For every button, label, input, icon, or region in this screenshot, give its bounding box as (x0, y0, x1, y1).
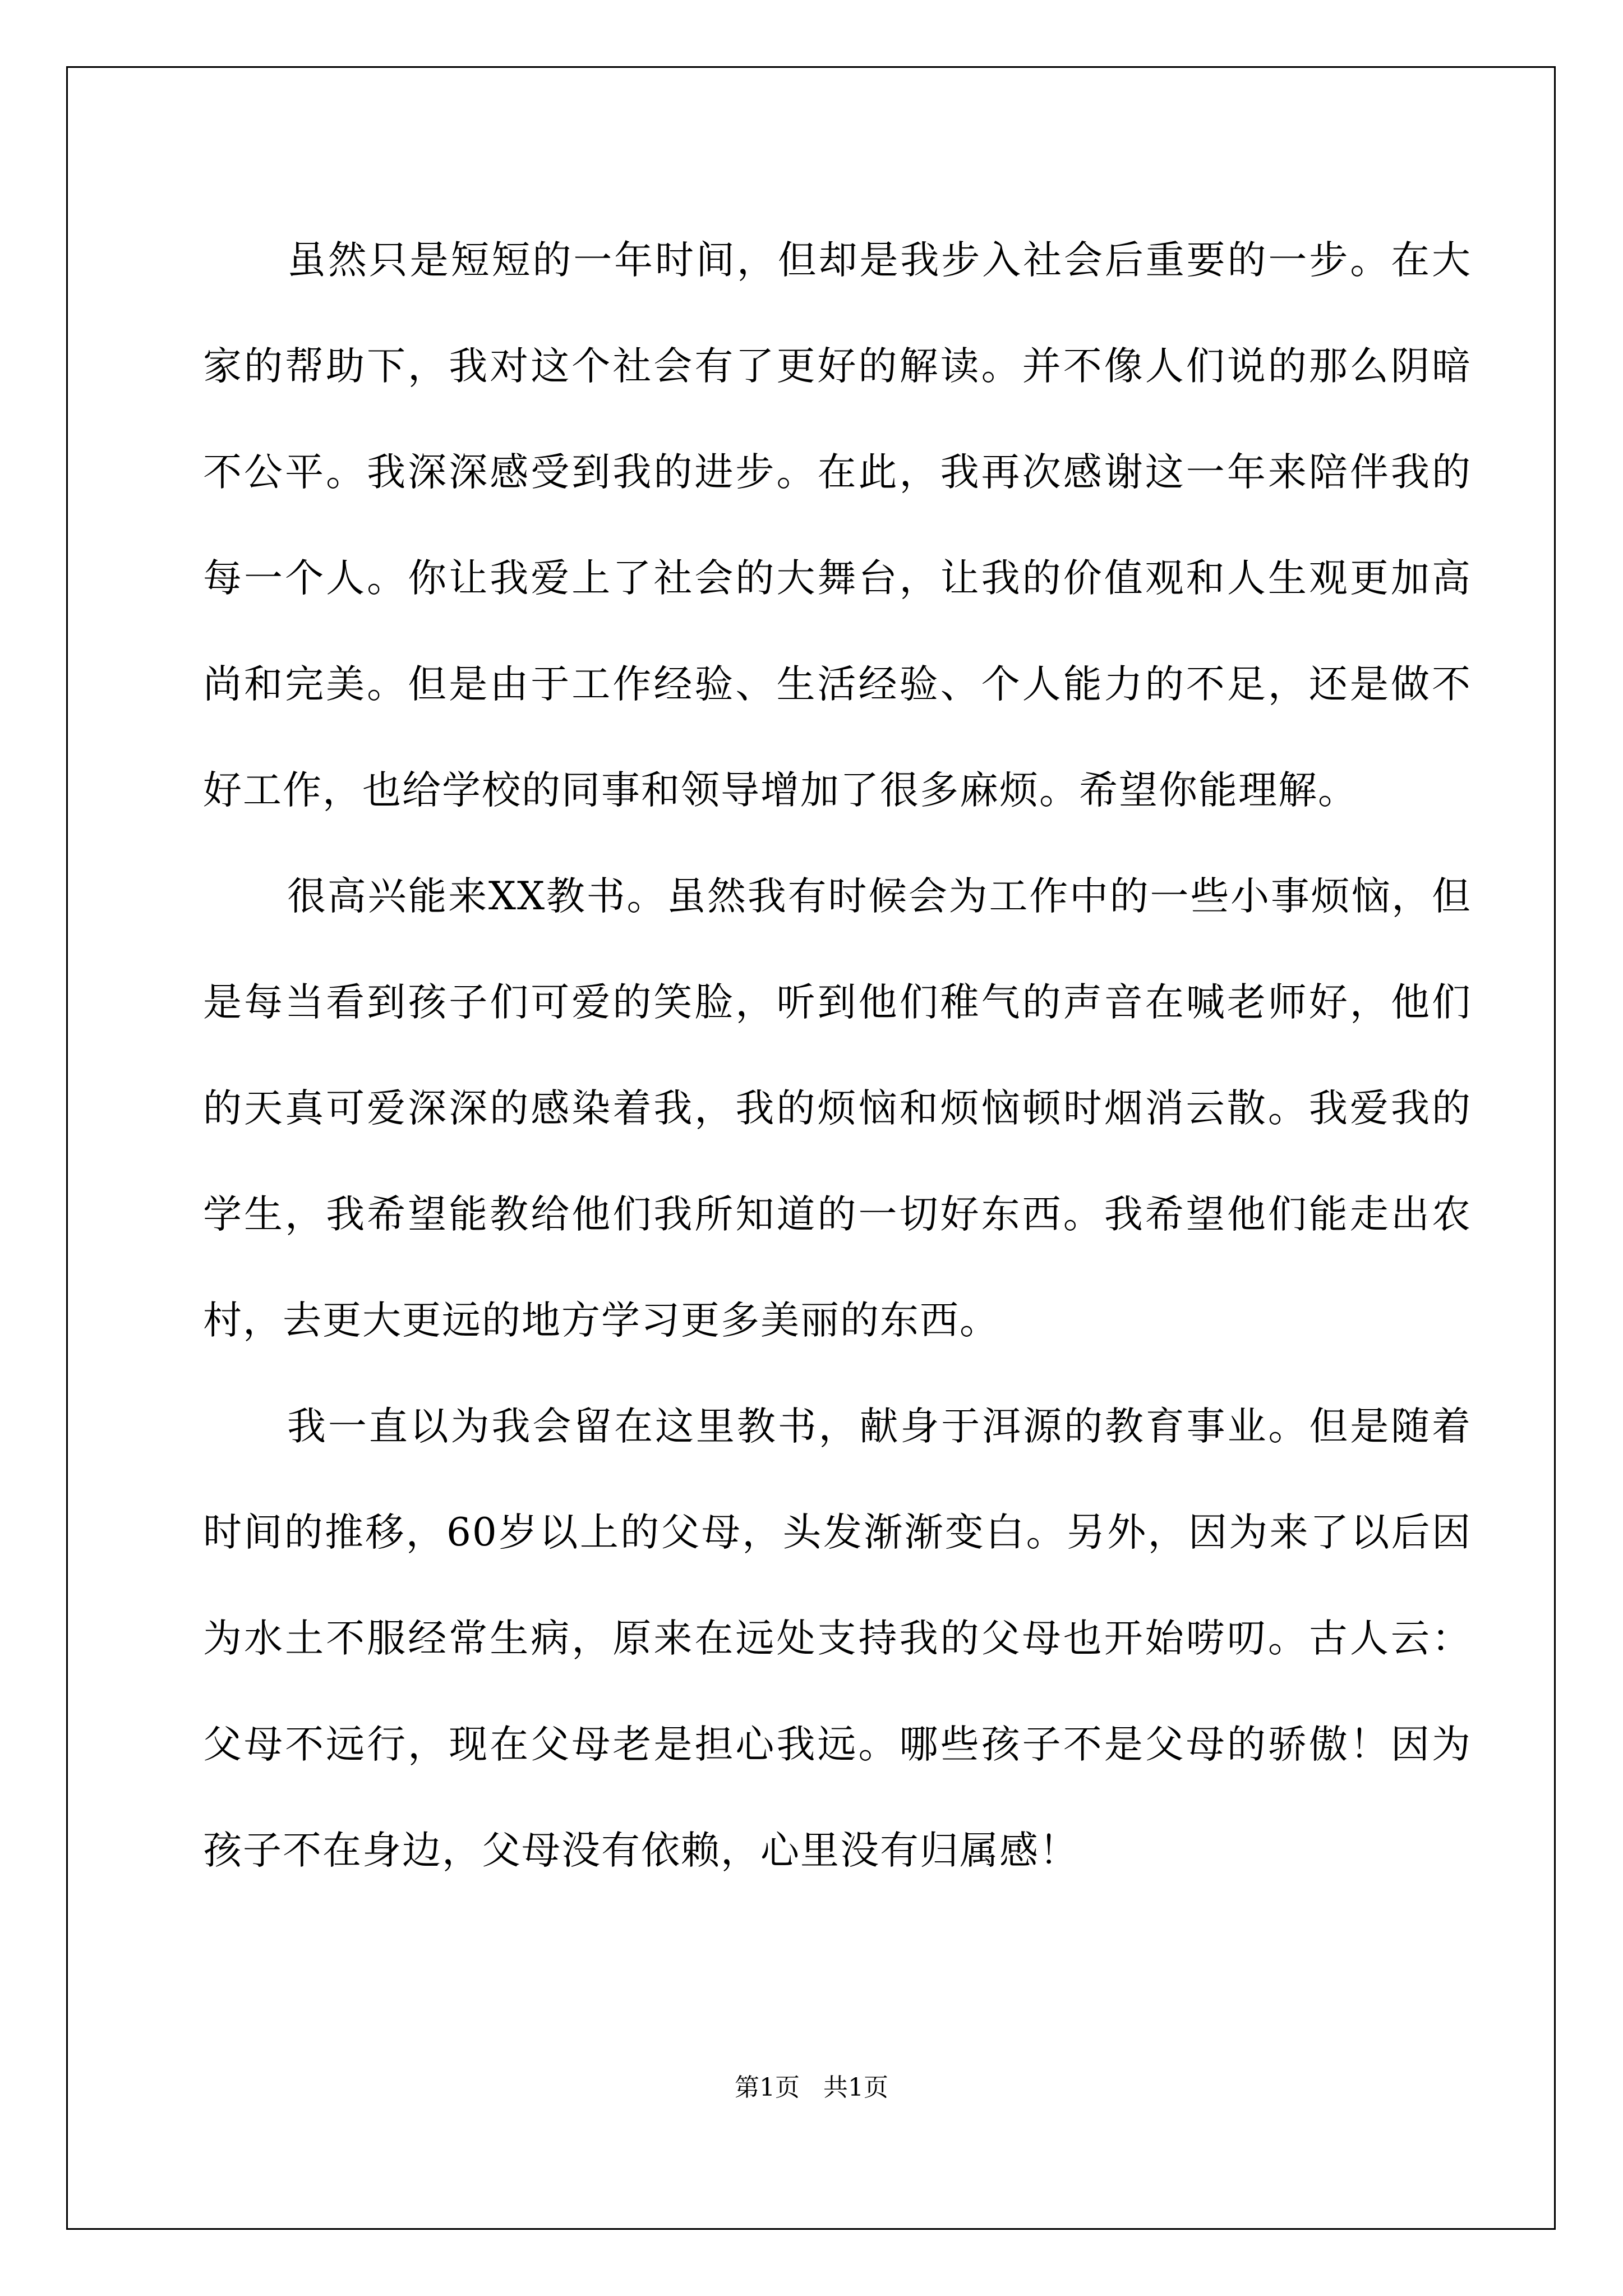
paragraph-1: 虽然只是短短的一年时间，但却是我步入社会后重要的一步。在大家的帮助下，我对这个社会有了更好的解读。并不像人们说的那么阴暗不公平。我深深感受到我的进步。在此，我再次感谢这一年来陪伴我的每一个人。你让我爱上了社会的大舞台，让我的价值观和人生观更加高尚和完美。但是由于工作经验、生活经验、个人能力的不足，还是做不好工作，也给学校的同事和领导增加了很多麻烦。希望你能理解。 (203, 238, 1472, 813)
page-footer: 第1页 共1页 (735, 2073, 888, 2102)
document-body (203, 208, 1472, 1904)
paragraph-2: 很高兴能来XX教书。虽然我有时候会为工作中的一些小事烦恼，但是每当看到孩子们可爱的笑脸，听到他们稚气的声音在喊老师好，他们的天真可爱深深的感染着我，我的烦恼和烦恼顿时烟消云散。我爱我的学生，我希望能教给他们我所知道的一切好东西。我希望他们能走出农村，去更大更远的地方学习更多美丽的东西。 (203, 874, 1472, 1343)
paragraph-3: 我一直以为我会留在这里教书，献身于洱源的教育事业。但是随着时间的推移，60岁以上的父母，头发渐渐变白。另外，因为来了以后因为水土不服经常生病，原来在远处支持我的父母也开始唠叨。古人云：父母不远行，现在父母老是担心我远。哪些孩子不是父母的骄傲！因为孩子不在身边，父母没有依赖，心里没有归属感！ (203, 1404, 1472, 1873)
